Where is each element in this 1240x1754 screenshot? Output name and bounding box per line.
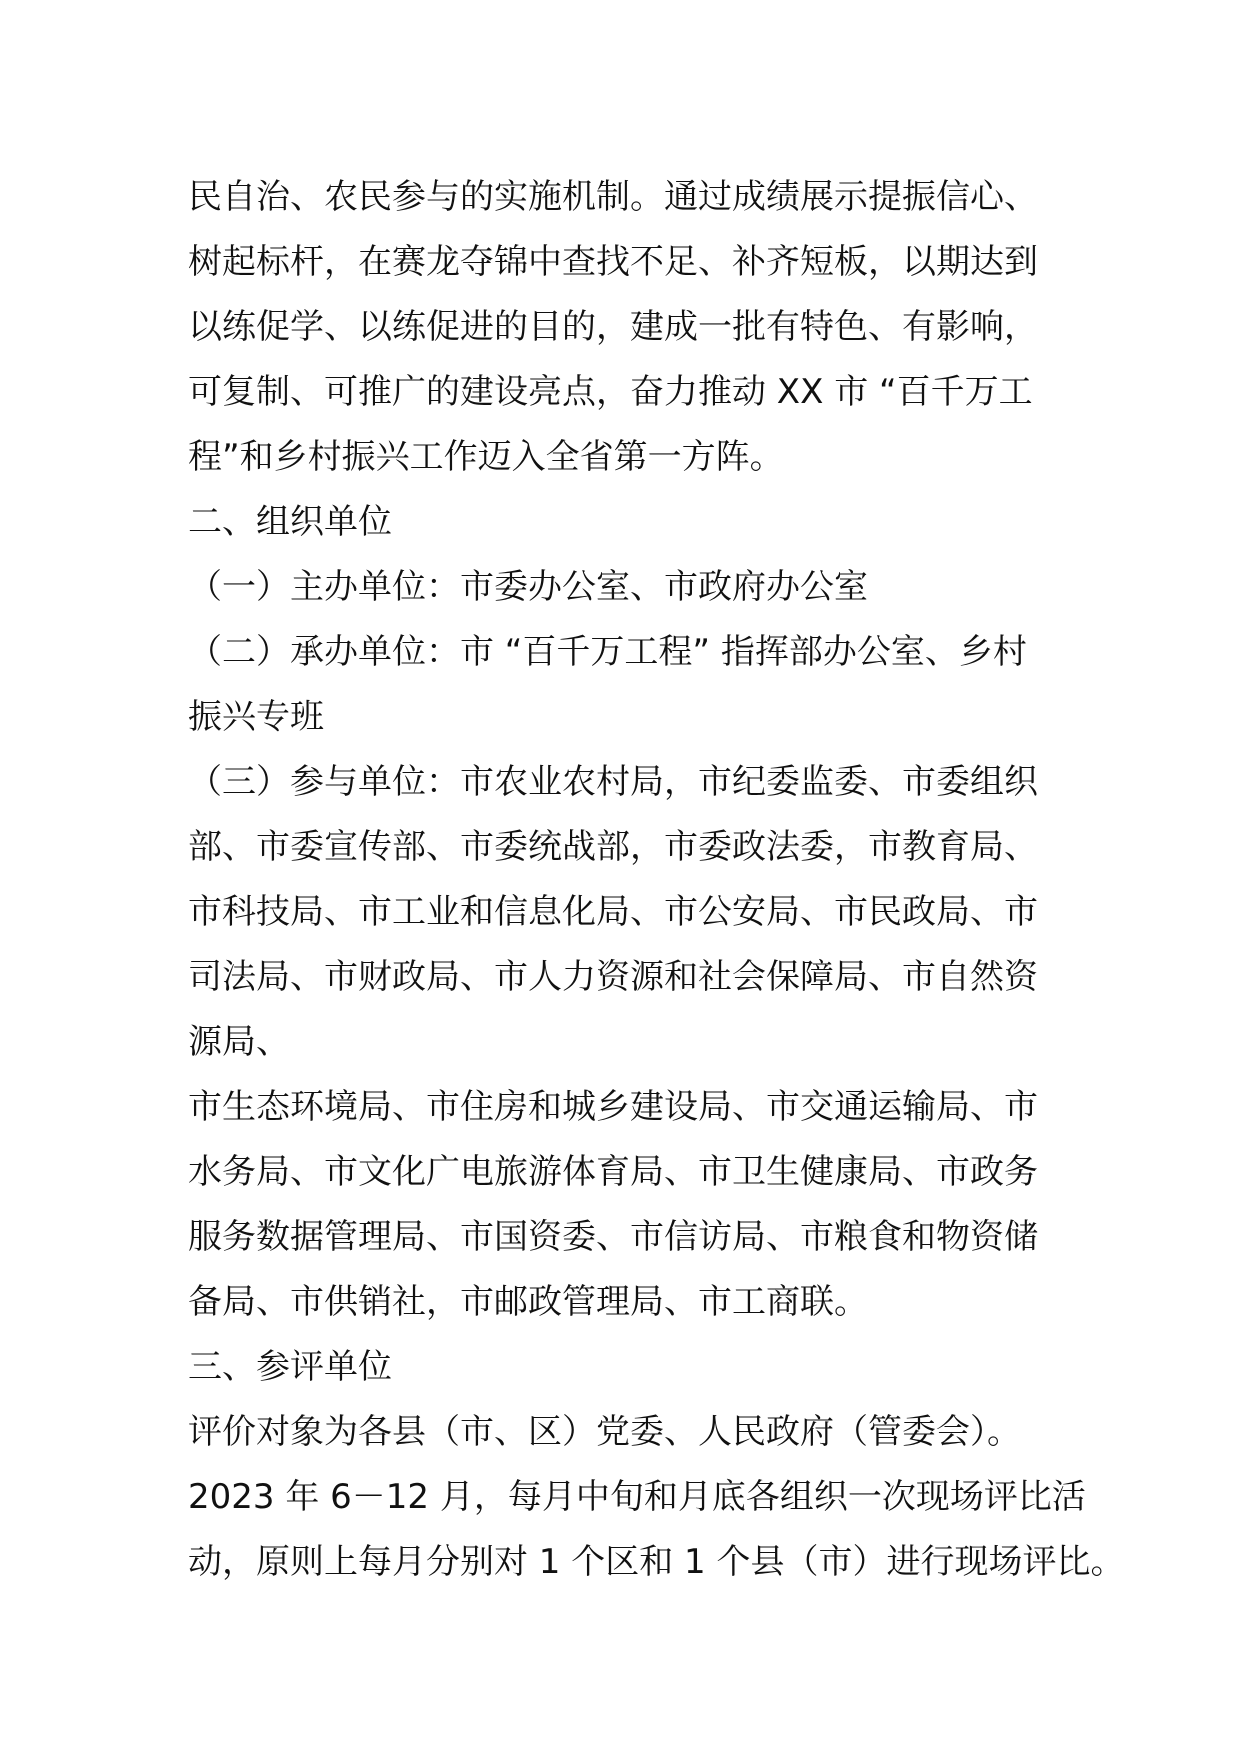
sub-item: （三）参与单位：市农业农村局，市纪委监委、市委组织 <box>188 762 1038 802</box>
body-line: 部、市委宣传部、市委统战部，市委政法委，市教育局、 <box>188 827 1038 867</box>
body-line: 司法局、市财政局、市人力资源和社会保障局、市自然资 <box>188 957 1038 997</box>
body-line: 水务局、市文化广电旅游体育局、市卫生健康局、市政务 <box>188 1152 1038 1192</box>
sub-item: （一）主办单位：市委办公室、市政府办公室 <box>188 567 868 607</box>
body-line: 市生态环境局、市住房和城乡建设局、市交通运输局、市 <box>188 1087 1038 1127</box>
sub-item: （二）承办单位：市 “百千万工程” 指挥部办公室、乡村 <box>188 632 1027 672</box>
body-line: 民自治、农民参与的实施机制。通过成绩展示提振信心、 <box>188 177 1038 217</box>
section-heading: 三、参评单位 <box>188 1347 392 1387</box>
body-line: 2023 年 6－12 月，每月中旬和月底各组织一次现场评比活 <box>188 1477 1086 1517</box>
body-line: 程”和乡村振兴工作迈入全省第一方阵。 <box>188 437 784 477</box>
body-line: 评价对象为各县（市、区）党委、人民政府（管委会）。 <box>188 1412 1021 1452</box>
body-line: 以练促学、以练促进的目的，建成一批有特色、有影响， <box>188 307 1038 347</box>
body-line: 市科技局、市工业和信息化局、市公安局、市民政局、市 <box>188 892 1038 932</box>
body-line: 振兴专班 <box>188 697 324 737</box>
section-heading: 二、组织单位 <box>188 502 392 542</box>
body-line: 源局、 <box>188 1022 290 1062</box>
body-line: 服务数据管理局、市国资委、市信访局、市粮食和物资储 <box>188 1217 1038 1257</box>
body-line: 动，原则上每月分别对 1 个区和 1 个县（市）进行现场评比。 <box>188 1542 1125 1582</box>
document-body <box>188 165 1125 1595</box>
body-line: 可复制、可推广的建设亮点，奋力推动 XX 市 “百千万工 <box>188 372 1033 412</box>
body-line: 备局、市供销社，市邮政管理局、市工商联。 <box>188 1282 868 1322</box>
body-line: 树起标杆，在赛龙夺锦中查找不足、补齐短板，以期达到 <box>188 242 1038 282</box>
